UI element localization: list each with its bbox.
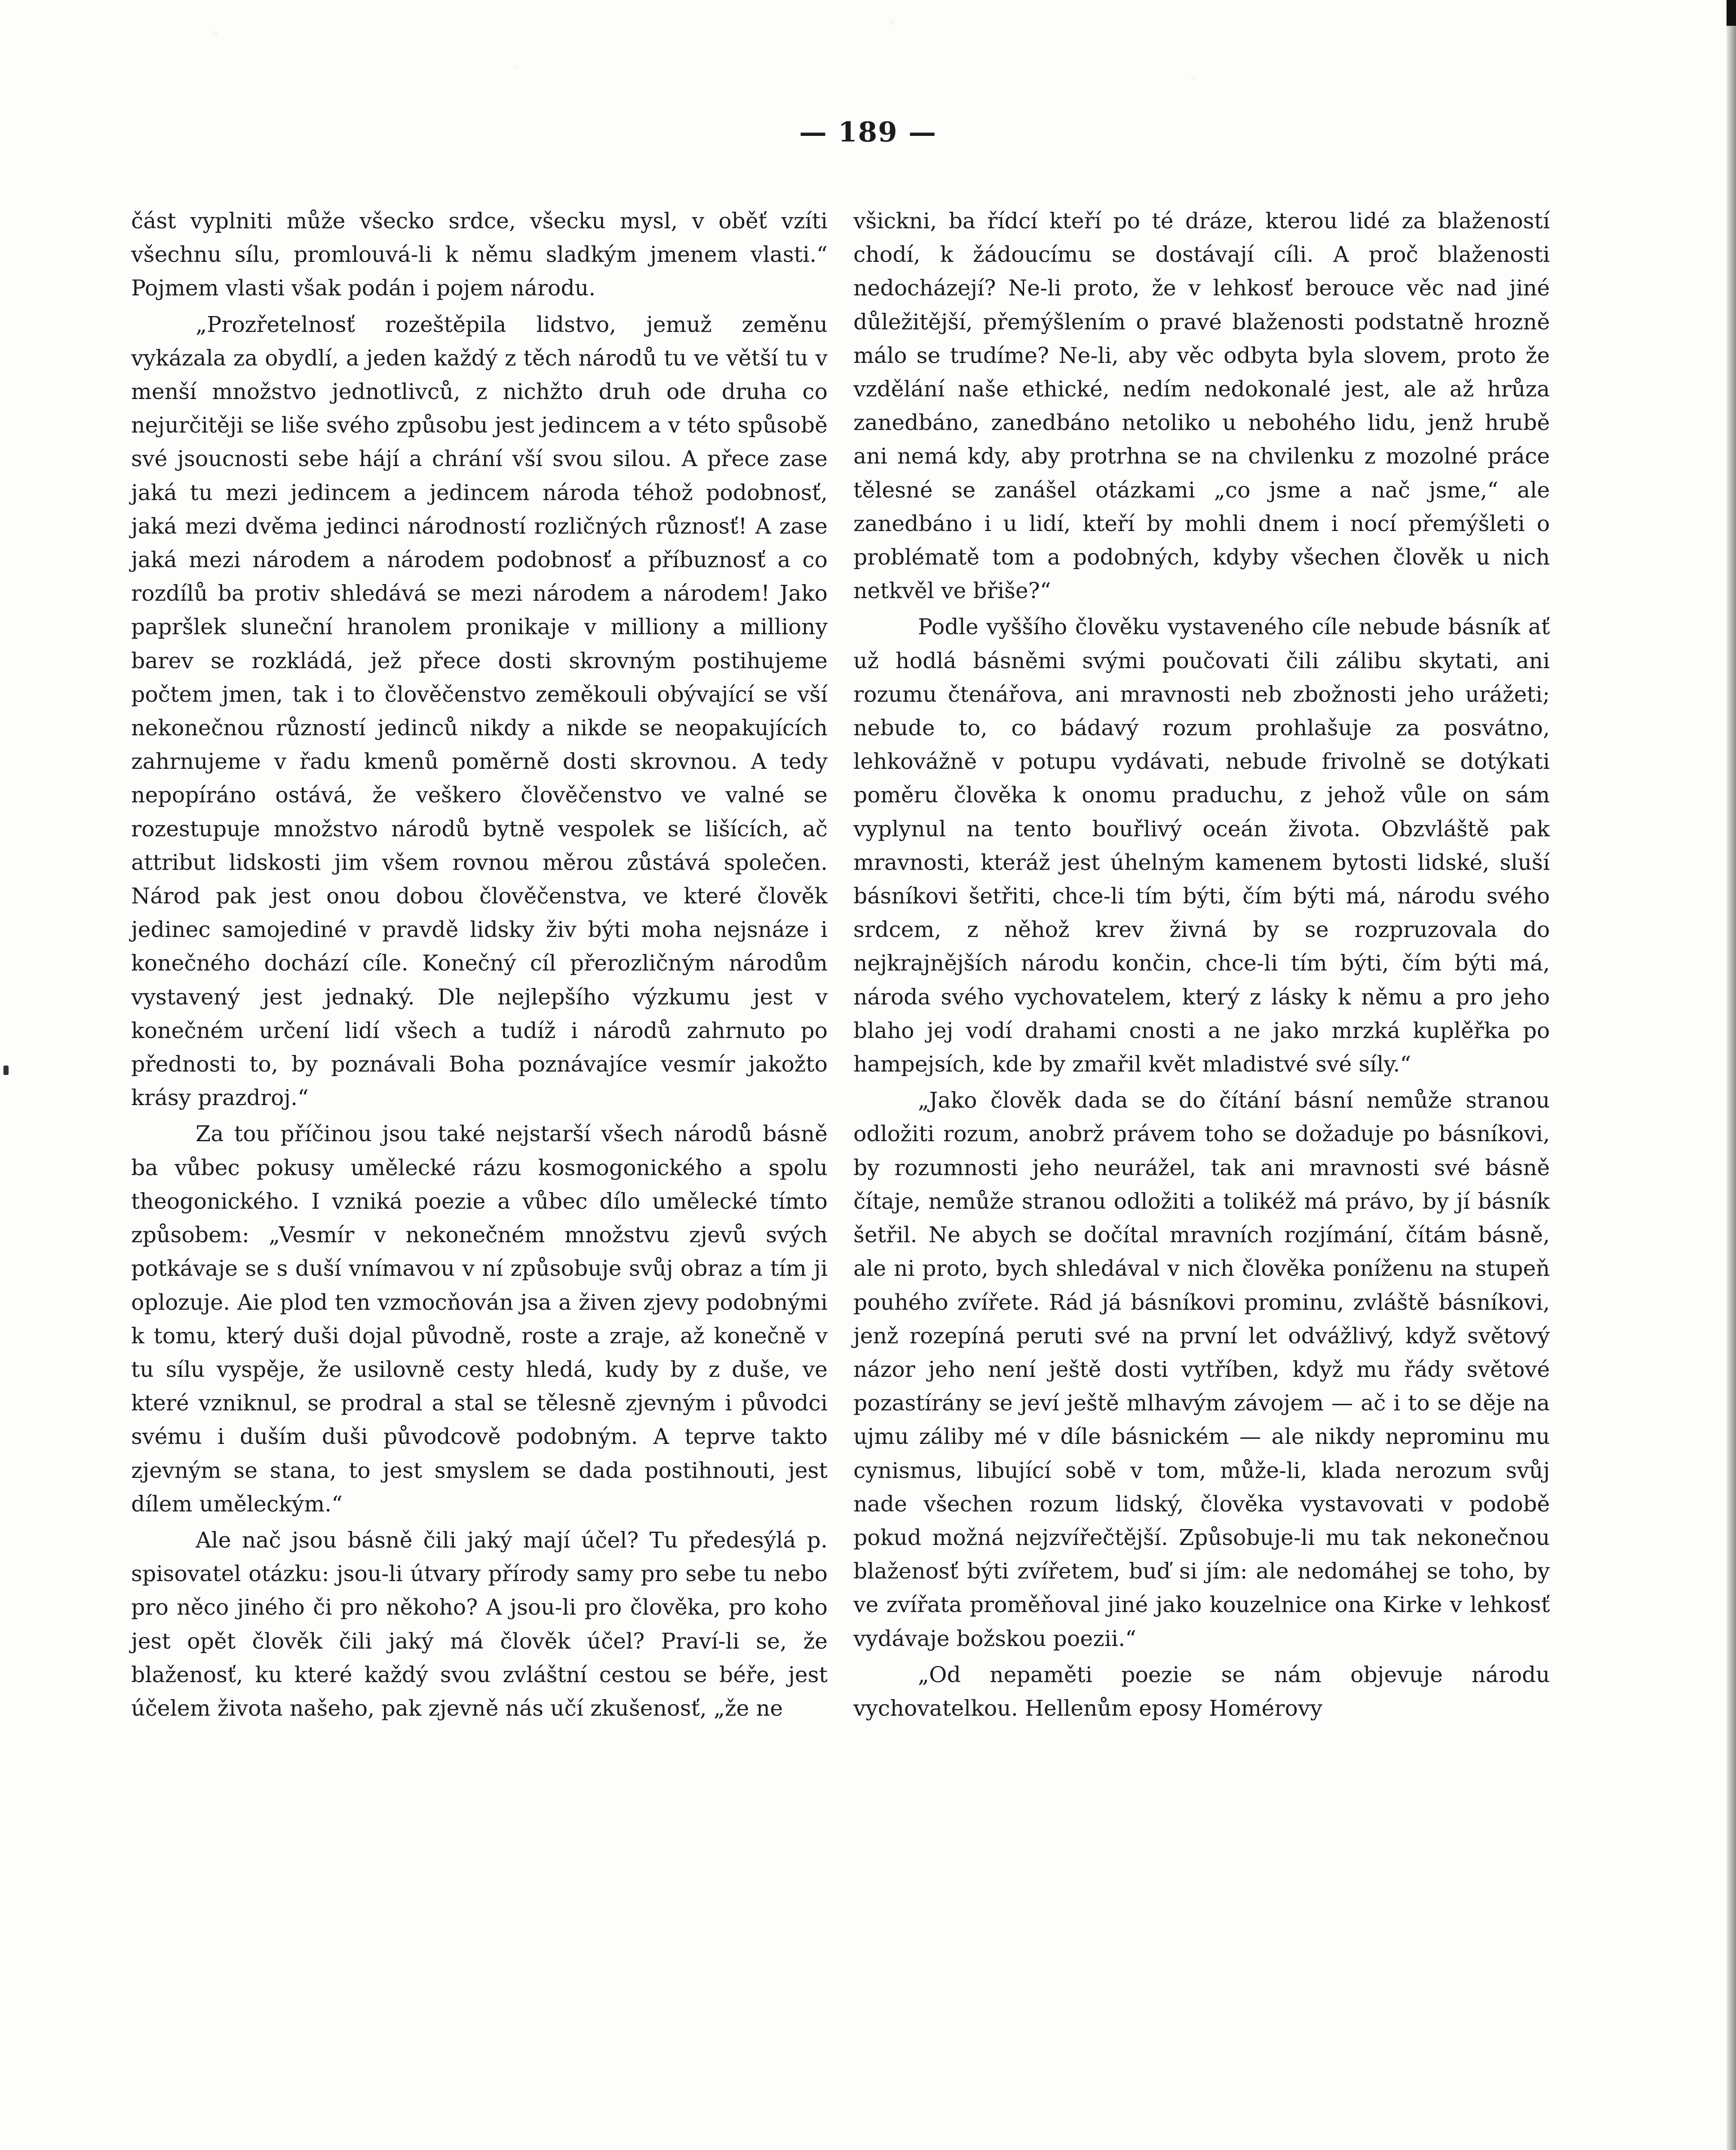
paragraph: „Od nepaměti poezie se nám objevuje národu vychovatelkou. Hellenům eposy Homérovy <box>853 1662 1550 1721</box>
page-edge-corner <box>1727 0 1736 26</box>
page-number: — 189 — <box>799 116 937 148</box>
paragraph: „Prozřetelnosť rozeštěpila lidstvo, jemuž zeměnu vykázala za obydlí, a jeden každý z těch národů tu ve větší tu v menší množstvo jednotlivců, z nichžto druh ode druha co nejurčitěji se liše svého způsobu jest jedincem a v této spůsobě své jsoucnosti sebe hájí a chrání vší svou silou. A přece zase jaká tu mezi jedincem a jedincem národa téhož podobnosť, jaká mezi dvěma jedinci národností rozličných různosť! A zase jaká mezi národem a národem podobnosť a příbuznosť a co rozdílů ba protiv shledává se mezi národem a národem! Jako papršlek sluneční hranolem pronikaje v milliony a milliony barev se rozkládá, jež přece dosti skrovným postihujeme počtem jmen, tak i to člověčenstvo zeměkouli obývající se vší nekonečnou růzností jedinců nikdy a nikde se neopakujících zahrnujeme v řadu kmenů poměrně dosti skrovnou. A tedy nepopíráno ostává, že veškero člověčenstvo ve valné se rozestupuje množstvo národů bytně vespolek se lišících, ač attribut lidskosti jim všem rovnou měrou zůstává společen. Národ pak jest onou dobou člověčenstva, ve které člověk jedinec samojediné v pravdě lidsky živ býti moha nejsnáze i konečného dochází cíle. Konečný cíl přerozličným národům vystavený jest jednaký. Dle nejlepšího výzkumu jest v konečném určení lidí všech a tudíž i národů zahrnuto po přednosti to, by poznávali Boha poznávajíce vesmír jakožto krásy prazdroj.“ <box>131 311 828 1111</box>
paragraph: Ale nač jsou básně čili jaký mají účel? Tu předesýlá p. spisovatel otázku: jsou-li útvary přírody samy pro sebe tu nebo pro něco jiného či pro někoho? A jsou-li pro člověka, pro koho jest opět člověk čili jaký má člověk účel? Praví-li se, že blaženosť, ku které každý svou zvláštní cestou se béře, jest účelem života našeho, pak zjevně nás učí zkušenosť, „že ne <box>131 1527 828 1721</box>
paragraph: všickni, ba řídcí kteří po té dráze, kterou lidé za blažeností chodí, k žádoucímu se dostávají cíli. A proč blaženosti nedocházejí? Ne-li proto, že v lehkosť berouce věc nad jiné důležitější, přemýšlením o pravé blaženosti podstatně hrozně málo se trudíme? Ne-li, aby věc odbyta byla slovem, proto že vzdělání naše ethické, nedím nedokonalé jest, ale až hrůza zanedbáno, zanedbáno netoliko u nebohého lidu, jenž hrubě ani nemá kdy, aby protrhna se na chvilenku z mozolné práce tělesné se zanášel otázkami „co jsme a nač jsme,“ ale zanedbáno i u lidí, kteří by mohli dnem i nocí přemýšleti o problématě tom a podobných, kdyby všechen člověk u nich netkvěl ve břiše?“ <box>853 208 1550 604</box>
right-column <box>853 204 1550 1725</box>
paragraph: „Jako člověk dada se do čítání básní nemůže stranou odložiti rozum, anobrž právem toho se dožaduje po básníkovi, by rozumnosti jeho neurážel, tak ani mravnosti své básně čítaje, nemůže stranou odložiti a tolikéž má právo, by jí básník šetřil. Ne abych se dočítal mravních rozjímání, čítám básně, ale ni proto, bych shledával v nich člověka poníženu na stupeň pouhého zvířete. Rád já básníkovi prominu, zvláště básníkovi, jenž rozepíná peruti své na první let odvážlivý, když světový názor jeho není ještě dosti vytříben, když mu řády světové pozastírány se jeví ještě mlhavým závojem — ač i to se děje na ujmu záliby mé v díle básnickém — ale nikdy neprominu mu cynismus, libující sobě v tom, může-li, klada nerozum svůj nade všechen rozum lidský, člověka vystavovati v podobě pokud možná nejzvířečtější. Způsobuje-li mu tak nekonečnou blaženosť býti zvířetem, buď si jím: ale nedomáhej se toho, by ve zvířata proměňoval jiné jako kouzelnice ona Kirke v lehkosť vydávaje božskou poezii.“ <box>853 1087 1550 1651</box>
left-column <box>131 204 828 1725</box>
paper-specks <box>64 0 1569 112</box>
margin-mark <box>3 1066 9 1075</box>
paragraph: Podle vyššího člověku vystaveného cíle nebude básník ať už hodlá básněmi svými poučovati čili zálibu skytati, ani rozumu čtenářova, ani mravnosti neb zbožnosti jeho urážeti; nebude to, co bádavý rozum prohlašuje za posvátno, lehkovážně v potupu vydávati, nebude frivolně se dotýkati poměru člověka k onomu praduchu, z jehož vůle on sám vyplynul na tento bouřlivý oceán života. Obzvláště pak mravnosti, kteráž jest úhelným kamenem bytosti lidské, sluší básníkovi šetřiti, chce-li tím býti, čím býti má, národu svého srdcem, z něhož krev živná by se rozpruzovala do nejkrajnějších národu končin, chce-li tím býti, čím býti má, národa svého vychovatelem, který z lásky k němu a pro jeho blaho jej vodí drahami cnosti a ne jako mrzká kuplěřka po hampejsích, kde by zmařil květ mladistvé své síly.“ <box>853 614 1550 1077</box>
paragraph: Za tou příčinou jsou také nejstarší všech národů básně ba vůbec pokusy umělecké rázu kosmogonického a spolu theogonického. I vzniká poezie a vůbec dílo umělecké tímto způsobem: „Vesmír v nekonečném množstvu zjevů svých potkávaje se s duší vnímavou v ní způsobuje svůj obraz a tím ji oplozuje. Aie plod ten vzmocňován jsa a živen zjevy podobnými k tomu, který duši dojal původně, roste a zraje, až konečně v tu sílu vyspěje, že usilovně cesty hledá, kudy by z duše, ve které vzniknul, se prodral a stal se tělesně zjevným i původci svému i duším duši původcově podobným. A teprve takto zjevným se stana, to jest smyslem se dada postihnouti, jest dílem uměleckým.“ <box>131 1121 828 1517</box>
page-edge-shadow <box>1727 0 1736 2150</box>
paragraph: část vyplniti může všecko srdce, všecku mysl, v oběť vzíti všechnu sílu, promlouvá-li k němu sladkým jmenem vlasti.“ Pojmem vlasti však podán i pojem národu. <box>131 208 828 301</box>
